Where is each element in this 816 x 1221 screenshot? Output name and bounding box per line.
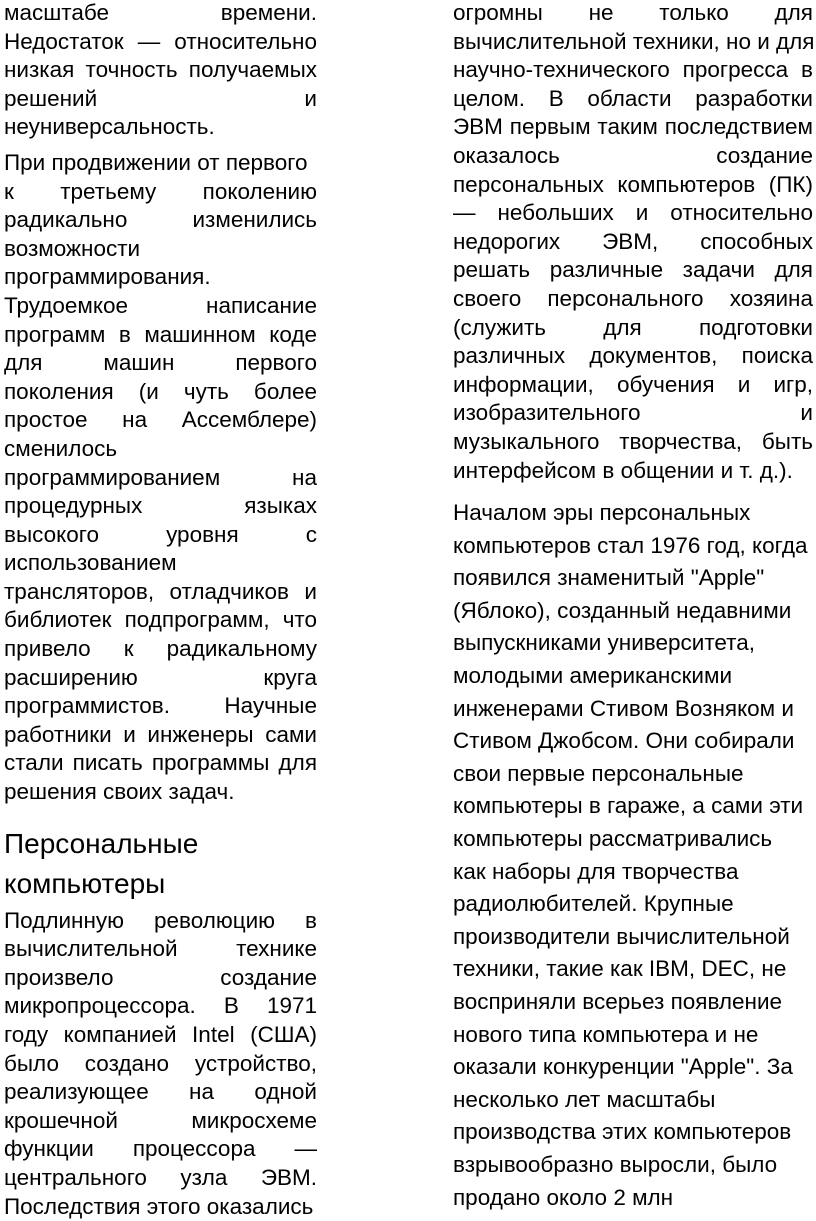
text-line: производства этих компьютеров — [453, 1119, 792, 1145]
text-line: огромны не только для — [453, 0, 813, 25]
text-line: несколько лет масштабы — [453, 1086, 716, 1112]
text-line: функции процессора — — [4, 1136, 317, 1162]
text-line: Трудоемкое написание — [4, 292, 317, 318]
text-line: персональных компьютеров (ПК) — [453, 171, 813, 197]
section-heading-personal-computers — [4, 824, 317, 904]
text-line: техники, такие как IBM, DEC, не — [453, 956, 787, 982]
text-line: Началом эры персональных — [453, 500, 751, 526]
text-line: Подлинную революцию в — [4, 907, 317, 933]
text-line: крошечной микросхеме — [4, 1107, 317, 1133]
text-line: сменилось — [4, 435, 118, 461]
text-line: низкая точность получаемых — [4, 57, 317, 83]
text-line: нового типа компьютера и не — [453, 1021, 759, 1047]
text-line: программирования. — [4, 264, 211, 290]
text-line: решать различные задачи для — [453, 257, 813, 283]
text-line: было создано устройство, — [4, 1050, 317, 1076]
text-line: вычислительной техники, но и для — [453, 28, 815, 54]
text-line: ЭВМ первым таким последствием — [453, 114, 813, 140]
text-line: Последствия этого оказались — [4, 1193, 314, 1219]
text-line: музыкального творчества, быть — [453, 428, 813, 454]
text-line: информации, обучения и игр, — [453, 371, 813, 397]
text-line: (служить для подготовки — [453, 314, 813, 340]
text-line: — небольших и относительно — [453, 200, 813, 226]
text-line: вычислительной технике — [4, 936, 317, 962]
text-line: как наборы для творчества — [453, 858, 739, 884]
text-line: году компанией Intel (США) — [4, 1022, 317, 1047]
text-line: к третьему поколению — [4, 178, 317, 204]
text-line: работники и инженеры сами — [4, 721, 317, 747]
text-line: производители вычислительной — [453, 923, 790, 949]
text-line: молодыми американскими — [453, 663, 733, 689]
text-line: восприняли всерьез появление — [453, 989, 783, 1014]
text-line: интерфейсом в общении и т. д.). — [453, 457, 793, 483]
text-line: возможности — [4, 235, 141, 261]
text-line: компьютеры рассматривались — [453, 826, 773, 852]
text-line: компьютеры в гараже, а сами эти — [453, 793, 804, 819]
text-line: недорогих ЭВМ, способных — [453, 228, 813, 254]
text-line: радиолюбителей. Крупные — [453, 891, 734, 917]
text-line: (Яблоко), созданный недавними — [453, 597, 792, 623]
text-line: простое на Ассемблере) — [4, 407, 317, 433]
text-line: высокого уровня с — [4, 521, 317, 547]
text-line: появился знаменитый "Apple" — [453, 565, 765, 591]
text-line: привело к радикальному — [4, 636, 317, 662]
left-paragraph-2 — [4, 149, 317, 807]
text-line: произвело создание — [4, 964, 317, 990]
text-line: Стивом Джобсом. Они собирали — [453, 728, 795, 754]
text-line: свои первые персональные — [453, 760, 744, 786]
text-line: своего персонального хозяина — [453, 285, 813, 311]
text-line: решений и — [4, 85, 317, 111]
left-paragraph-1 — [4, 0, 317, 142]
text-line: библиотек подпрограмм, что — [4, 607, 317, 633]
text-line: поколения (и чуть более — [4, 378, 317, 404]
text-line: масштабе времени. — [4, 0, 317, 25]
right-column — [453, 0, 813, 1214]
text-line: изобразительного и — [453, 400, 813, 426]
text-line: научно-технического прогресса в — [453, 57, 813, 83]
text-line: При продвижении от первого — [4, 149, 308, 175]
text-line: продано около 2 млн — [453, 1184, 674, 1210]
text-line: реализующее на одной — [4, 1079, 317, 1105]
text-line: решения своих задач. — [4, 779, 235, 805]
text-line: радикально изменились — [4, 207, 317, 233]
text-line: программ в машинном коде — [4, 321, 317, 347]
text-line: программированием на — [4, 464, 317, 490]
text-line: расширению круга — [4, 664, 317, 690]
text-line: использованием — [4, 550, 177, 576]
text-line: оказали конкуренции "Apple". За — [453, 1054, 793, 1080]
left-column — [4, 0, 317, 1221]
text-line: инженерами Стивом Возняком и — [453, 695, 794, 721]
text-line: Персональные — [4, 827, 199, 859]
text-line: программистов. Научные — [4, 693, 317, 719]
right-paragraph-2 — [453, 497, 813, 1214]
text-line: компьютеров стал 1976 год, когда — [453, 532, 808, 558]
text-line: процедурных языках — [4, 493, 317, 519]
text-line: стали писать программы для — [4, 750, 317, 776]
text-line: взрывообразно выросли, было — [453, 1151, 778, 1177]
left-paragraph-3 — [4, 907, 317, 1221]
text-line: Недостаток — относительно — [4, 28, 317, 54]
text-line: для машин первого — [4, 350, 317, 376]
text-line: микропроцессора. В 1971 — [4, 993, 317, 1019]
text-line: выпускниками университета, — [453, 630, 755, 656]
text-line: компьютеры — [4, 867, 166, 899]
text-line: различных документов, поиска — [453, 343, 813, 369]
text-line: целом. В области разработки — [453, 85, 813, 111]
right-paragraph-1 — [453, 0, 813, 485]
text-line: трансляторов, отладчиков и — [4, 578, 317, 604]
text-line: оказалось создание — [453, 142, 813, 168]
text-line: неуниверсальность. — [4, 114, 215, 140]
text-line: центрального узла ЭВМ. — [4, 1164, 317, 1190]
